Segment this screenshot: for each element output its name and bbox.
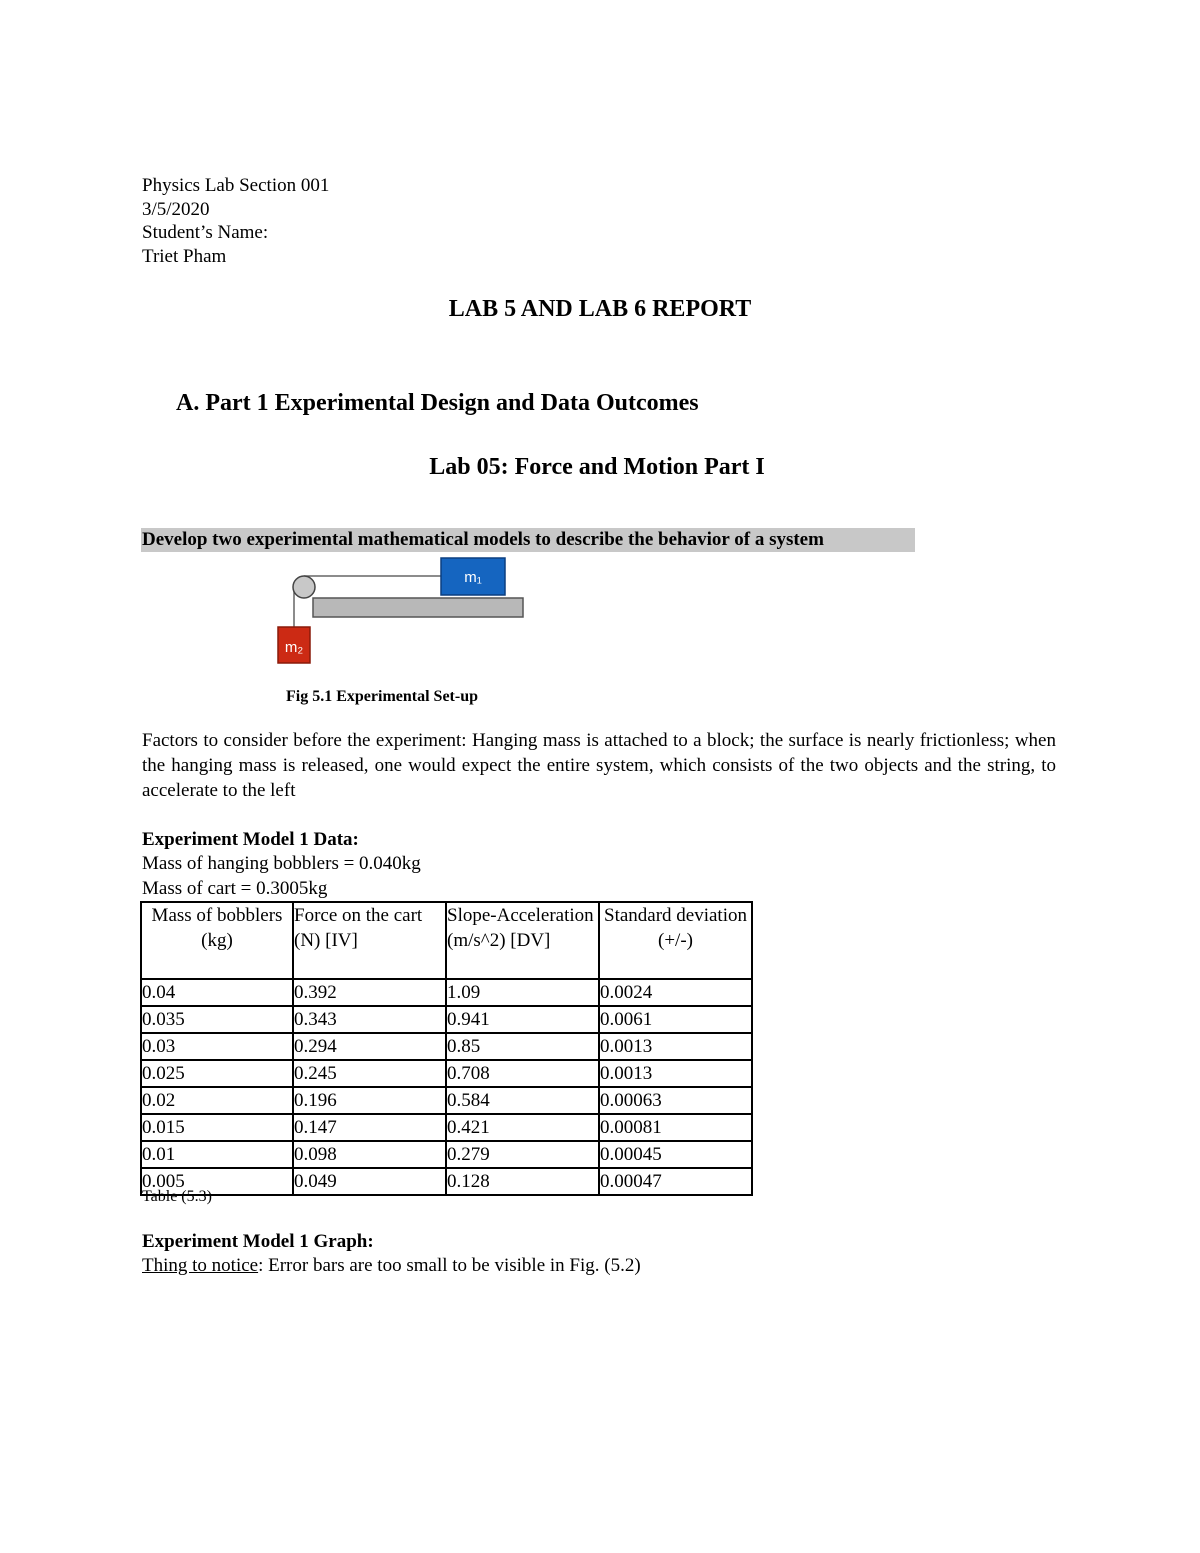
table-cell: 0.584 xyxy=(446,1087,599,1114)
table-cell: 0.04 xyxy=(141,979,293,1006)
block-m1-label: m₁ xyxy=(464,569,482,586)
model1-data-heading: Experiment Model 1 Data: xyxy=(142,829,359,850)
table-cell: 0.421 xyxy=(446,1114,599,1141)
table-row xyxy=(141,1033,752,1060)
mass-cart: Mass of cart = 0.3005kg xyxy=(142,878,328,899)
student-name: Triet Pham xyxy=(142,246,227,267)
pulley-icon xyxy=(293,576,315,598)
table-cell: 0.245 xyxy=(293,1060,446,1087)
block-m2-label: m₂ xyxy=(284,639,304,656)
factors-paragraph: Factors to consider before the experiment: Hanging mass is attached to a block; the surface is nearly frictionless; when the hanging mass is released, one would expect the entire system, which consists of the two objects and the string, to accelerate to the left xyxy=(142,730,1056,801)
table-row xyxy=(141,1114,752,1141)
table-row xyxy=(141,1087,752,1114)
table-header-row xyxy=(141,902,752,979)
track xyxy=(313,598,523,617)
table-caption: Table (5.3) xyxy=(142,1188,212,1205)
table-cell: 0.005 xyxy=(141,1168,293,1195)
table-cell: 0.01 xyxy=(141,1141,293,1168)
table-cell: 0.03 xyxy=(141,1033,293,1060)
note-line xyxy=(142,1255,641,1277)
table-cell: 0.00047 xyxy=(599,1168,752,1195)
table-cell: 0.02 xyxy=(141,1087,293,1114)
section-title: A. Part 1 Experimental Design and Data Outcomes xyxy=(176,390,699,416)
table-cell: 0.025 xyxy=(141,1060,293,1087)
table-cell: 0.0024 xyxy=(599,979,752,1006)
note-label: Thing to notice xyxy=(142,1255,259,1276)
table-cell: 0.015 xyxy=(141,1114,293,1141)
table-cell: 0.098 xyxy=(293,1141,446,1168)
table-header: Standard deviation (+/-) xyxy=(599,902,752,979)
table-cell: 0.0013 xyxy=(599,1033,752,1060)
table-header: Slope-Acceleration (m/s^2) [DV] xyxy=(446,902,599,979)
table-row xyxy=(141,1141,752,1168)
table-cell: 0.941 xyxy=(446,1006,599,1033)
model1-graph-heading: Experiment Model 1 Graph: xyxy=(142,1231,374,1252)
table-header: Force on the cart (N) [IV] xyxy=(293,902,446,979)
table-row xyxy=(141,1060,752,1087)
table-cell: 0.00045 xyxy=(599,1141,752,1168)
table-header: Mass of bobblers (kg) xyxy=(141,902,293,979)
table-row xyxy=(141,979,752,1006)
table-cell: 0.147 xyxy=(293,1114,446,1141)
table-cell: 0.343 xyxy=(293,1006,446,1033)
table-row xyxy=(141,1006,752,1033)
mass-bobblers: Mass of hanging bobblers = 0.040kg xyxy=(142,853,421,874)
table-cell: 0.85 xyxy=(446,1033,599,1060)
table-cell: 0.0061 xyxy=(599,1006,752,1033)
task-statement: Develop two experimental mathematical models to describe the behavior of a system xyxy=(142,529,824,550)
table-cell: 1.09 xyxy=(446,979,599,1006)
table-cell: 0.128 xyxy=(446,1168,599,1195)
report-title: LAB 5 AND LAB 6 REPORT xyxy=(448,296,752,322)
table-cell: 0.049 xyxy=(293,1168,446,1195)
data-table xyxy=(140,901,753,1196)
student-name-label: Student’s Name: xyxy=(142,222,269,243)
table-cell: 0.392 xyxy=(293,979,446,1006)
table-cell: 0.035 xyxy=(141,1006,293,1033)
table-row xyxy=(141,1168,752,1195)
figure-caption: Fig 5.1 Experimental Set-up xyxy=(286,688,478,705)
lab-title: Lab 05: Force and Motion Part I xyxy=(429,454,765,480)
table-cell: 0.708 xyxy=(446,1060,599,1087)
setup-diagram xyxy=(270,555,540,670)
table-cell: 0.279 xyxy=(446,1141,599,1168)
table-cell: 0.00063 xyxy=(599,1087,752,1114)
table-cell: 0.0013 xyxy=(599,1060,752,1087)
table-cell: 0.00081 xyxy=(599,1114,752,1141)
note-text: : Error bars are too small to be visible in Fig. (5.2) xyxy=(258,1255,641,1276)
course-line: Physics Lab Section 001 xyxy=(142,175,330,196)
table-cell: 0.294 xyxy=(293,1033,446,1060)
table-cell: 0.196 xyxy=(293,1087,446,1114)
date-line: 3/5/2020 xyxy=(142,199,210,220)
